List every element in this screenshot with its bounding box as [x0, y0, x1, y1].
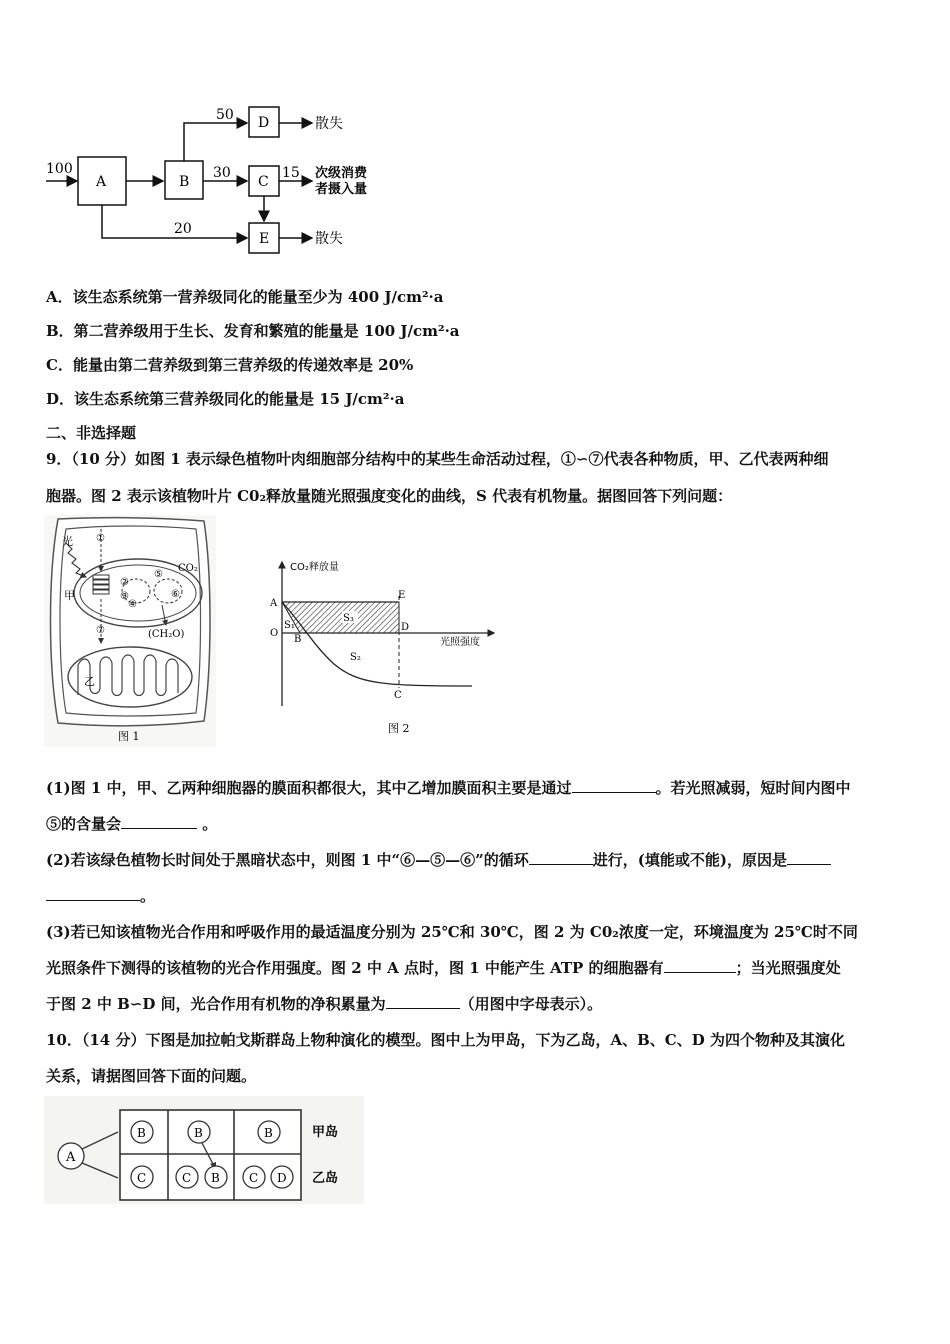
- fig2-s1: S₁: [284, 620, 295, 631]
- fig1-num-2: ②: [120, 577, 129, 588]
- q9-part-3-text-b: 光照条件下测得的该植物的光合作用强度。图 2 中 A 点时，图 1 中能产生 ATP 的细胞器有: [46, 959, 664, 977]
- q9-part-2-text-c: 。: [140, 887, 156, 905]
- q9-part-3-text-c: ；当光照强度处: [735, 959, 841, 977]
- q9-blank-4-cont[interactable]: [46, 886, 140, 901]
- fig1-num-5: ⑤: [154, 569, 163, 580]
- flow-c-out-label-2: 者摄入量: [315, 182, 368, 197]
- fig1-ch2o: (CH₂O): [148, 629, 185, 640]
- q9-part-1-text-d: 。: [202, 815, 218, 833]
- bottom-species-b: B: [211, 1171, 220, 1185]
- q9-part-1: [46, 770, 908, 842]
- q9-blank-6[interactable]: [386, 994, 460, 1009]
- figure-1-cell: [44, 515, 216, 747]
- q9-blank-5[interactable]: [664, 958, 736, 973]
- q9-part-2-text-b: 进行，(填能或不能)，原因是: [592, 851, 787, 869]
- q9-part-3-text-e: （用图中字母表示）。: [459, 995, 603, 1013]
- top-species-b-2: B: [194, 1126, 203, 1140]
- fig2-point-d: D: [401, 622, 410, 633]
- fig2-ylabel: CO₂释放量: [290, 562, 339, 573]
- fig1-yi-label: 乙: [84, 675, 95, 688]
- bottom-species-c-2: C: [182, 1171, 192, 1185]
- option-c: C．能量由第二营养级到第三营养级的传递效率是 20%: [46, 356, 414, 374]
- fig1-num-7: ⑦: [96, 625, 105, 636]
- energy-flow-diagram: [40, 95, 400, 260]
- q9-part-3: [46, 914, 908, 1022]
- q10-stem-line-2: 关系，请据图回答下面的问题。: [46, 1067, 257, 1085]
- fig1-co2: CO₂: [178, 563, 198, 574]
- q9-part-3-text-d: 于图 2 中 B∽D 间，光合作用有机物的净积累量为: [46, 995, 386, 1013]
- q9-part-1-text-c: ⑤的含量会: [46, 815, 122, 833]
- q9-part-3-text-a: (3)若已知该植物光合作用和呼吸作用的最适温度分别为 25℃和 30℃，图 2 为 C0₂浓度一定，环境温度为 25℃时不同: [46, 923, 858, 941]
- q9-stem-line-1: 9．（10 分）如图 1 表示绿色植物叶肉细胞部分结构中的某些生命活动过程，①∽⑦代表各种物质，甲、乙代表两种细: [46, 450, 829, 468]
- flow-d-out: 散失: [315, 116, 343, 132]
- bottom-species-d: D: [277, 1171, 287, 1185]
- island-evolution-diagram: [44, 1096, 364, 1204]
- top-species-b-1: B: [137, 1126, 146, 1140]
- q9-blank-3[interactable]: [529, 850, 593, 865]
- flow-c-out: 15: [282, 165, 300, 181]
- box-b-label: B: [179, 174, 190, 190]
- q9-part-2: [46, 842, 908, 914]
- q9-blank-2[interactable]: [121, 814, 197, 829]
- fig2-s2: S₂: [350, 652, 361, 663]
- fig2-point-o: O: [270, 628, 279, 639]
- q9-part-2-text-a: (2)若该绿色植物长时间处于黑暗状态中，则图 1 中“⑥—⑤—⑥”的循环: [46, 851, 529, 869]
- option-a: A．该生态系统第一营养级同化的能量至少为 400 J/cm²·a: [46, 288, 444, 306]
- q9-part-1-text-a: (1)图 1 中，甲、乙两种细胞器的膜面积都很大，其中乙增加膜面积主要是通过: [46, 779, 572, 797]
- option-b: B．第二营养级用于生长、发育和繁殖的能量是 100 J/cm²·a: [46, 322, 460, 340]
- bottom-species-c-1: C: [137, 1171, 147, 1185]
- flow-in-value: 100: [46, 161, 73, 177]
- flow-b-to-d: 50: [216, 107, 234, 123]
- flow-c-out-label-1: 次级消费: [315, 166, 368, 181]
- fig2-caption: 图 2: [388, 722, 410, 735]
- flow-e-out: 散失: [315, 231, 343, 247]
- q9-blank-4[interactable]: [787, 850, 831, 865]
- section-heading: 二、非选择题: [46, 424, 137, 442]
- q9-blank-1[interactable]: [572, 778, 656, 793]
- top-species-b-3: B: [264, 1126, 273, 1140]
- fig1-num-1: ①: [96, 533, 105, 544]
- q10-stem-line-1: 10．（14 分）下图是加拉帕戈斯群岛上物种演化的模型。图中上为甲岛，下为乙岛，A、B、C、D 为四个物种及其演化: [46, 1031, 845, 1049]
- fig2-xlabel: 光照强度: [440, 637, 480, 648]
- fig1-num-3: ③: [120, 591, 129, 602]
- island-yi-label: 乙岛: [312, 1171, 339, 1186]
- q9-part-1-text-b: 。若光照减弱，短时间内图中: [655, 779, 851, 797]
- flow-a-to-e: 20: [174, 221, 192, 237]
- box-e-label: E: [259, 231, 270, 247]
- fig2-point-e: E: [398, 590, 406, 601]
- option-d: D．该生态系统第三营养级同化的能量是 15 J/cm²·a: [46, 390, 405, 408]
- q10-stem: [46, 1022, 908, 1094]
- island-jia-label: 甲岛: [312, 1125, 339, 1140]
- fig1-caption: 图 1: [118, 730, 140, 743]
- fig1-jia-label: 甲: [64, 589, 75, 602]
- fig2-point-b: B: [294, 634, 302, 645]
- fig2-point-c: C: [394, 690, 402, 701]
- box-a-label: A: [96, 174, 107, 190]
- fig2-s3: S₃: [343, 613, 354, 624]
- figure-2-co2-curve: [262, 556, 498, 742]
- fig1-num-6: ⑥: [171, 589, 180, 600]
- bottom-species-c-3: C: [249, 1171, 259, 1185]
- fig1-num-4: ④: [128, 599, 137, 610]
- box-c-label: C: [258, 174, 269, 190]
- flow-b-to-c: 30: [213, 165, 231, 181]
- q9-stem-line-2: 胞器。图 2 表示该植物叶片 C0₂释放量随光照强度变化的曲线，S 代表有机物量。据图回答下列问题：: [46, 487, 733, 505]
- box-d-label: D: [258, 115, 270, 131]
- fig2-point-a: A: [270, 598, 278, 609]
- fig1-light-label: 光: [62, 535, 73, 548]
- species-a-label: A: [66, 1150, 76, 1165]
